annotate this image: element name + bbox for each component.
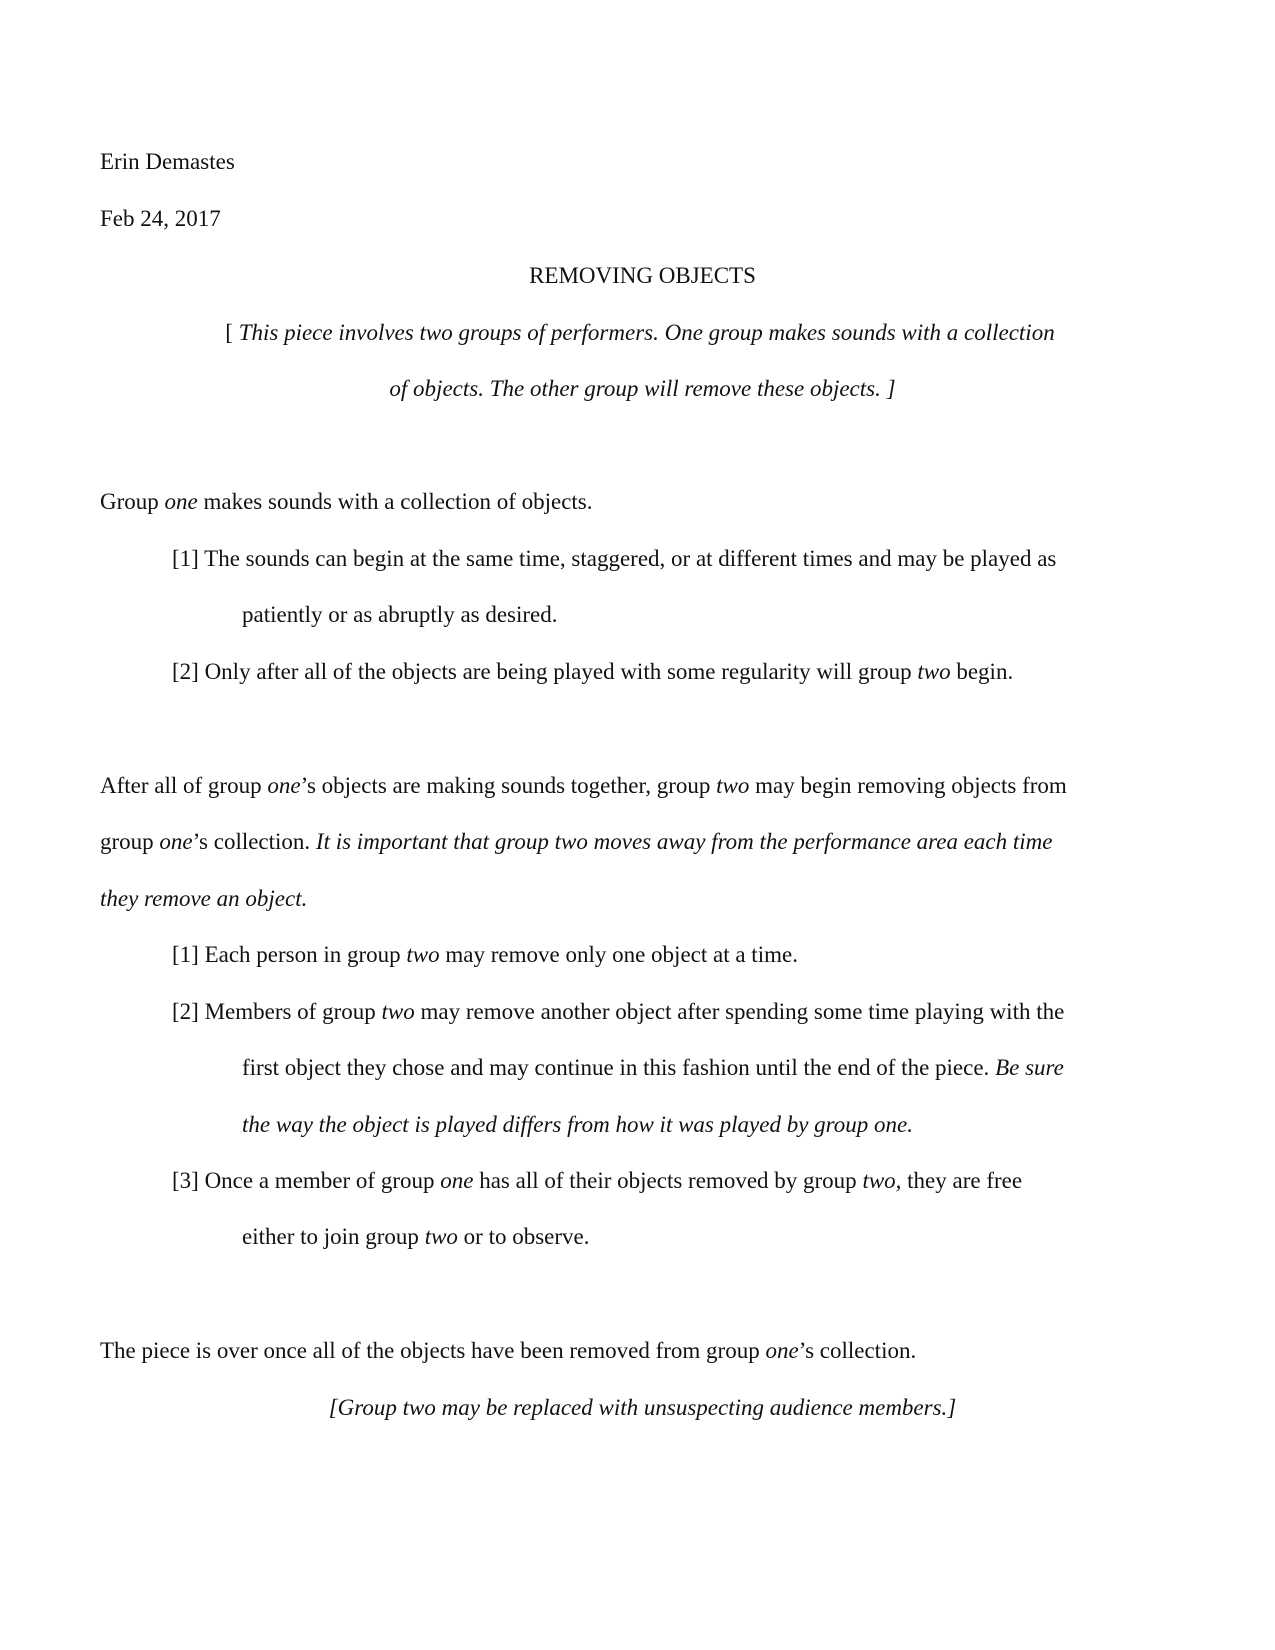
section2-item3-line2: either to join group two or to observe. (242, 1224, 590, 1249)
page-title: REMOVING OBJECTS (529, 263, 756, 288)
ending-note: [Group two may be replaced with unsuspecting audience members.] (328, 1395, 957, 1420)
section2-item2-line3: the way the object is played differs from how it was played by group one. (242, 1112, 913, 1137)
ending-line: The piece is over once all of the objects have been removed from group one’s collection. (100, 1338, 917, 1363)
author-name: Erin Demastes (100, 149, 235, 174)
intro-line-1: [ This piece involves two groups of performers. One group makes sounds with a collection (225, 320, 1055, 345)
date: Feb 24, 2017 (100, 206, 221, 231)
section1-lead: Group one makes sounds with a collection of objects. (100, 489, 593, 514)
section1-item1-line2: patiently or as abruptly as desired. (242, 602, 558, 627)
section2-item3-line1: [3] Once a member of group one has all of their objects removed by group two, they are free (172, 1168, 1023, 1193)
intro-line-2: of objects. The other group will remove these objects. ] (389, 376, 896, 401)
section1-item2: [2] Only after all of the objects are being played with some regularity will group two begin. (172, 659, 1014, 684)
section2-item2-line1: [2] Members of group two may remove another object after spending some time playing with the (172, 999, 1065, 1024)
section2-paragraph-line2: group one’s collection. It is important that group two moves away from the performance area each time (100, 829, 1053, 854)
section2-item1: [1] Each person in group two may remove only one object at a time. (172, 942, 798, 967)
section2-paragraph-line1: After all of group one’s objects are making sounds together, group two may begin removing objects from (100, 773, 1067, 798)
section2-item2-line2: first object they chose and may continue in this fashion until the end of the piece. Be sure (242, 1055, 1064, 1080)
section2-paragraph-line3: they remove an object. (100, 886, 308, 911)
section1-item1-line1: [1] The sounds can begin at the same time, staggered, or at different times and may be played as (172, 546, 1057, 571)
